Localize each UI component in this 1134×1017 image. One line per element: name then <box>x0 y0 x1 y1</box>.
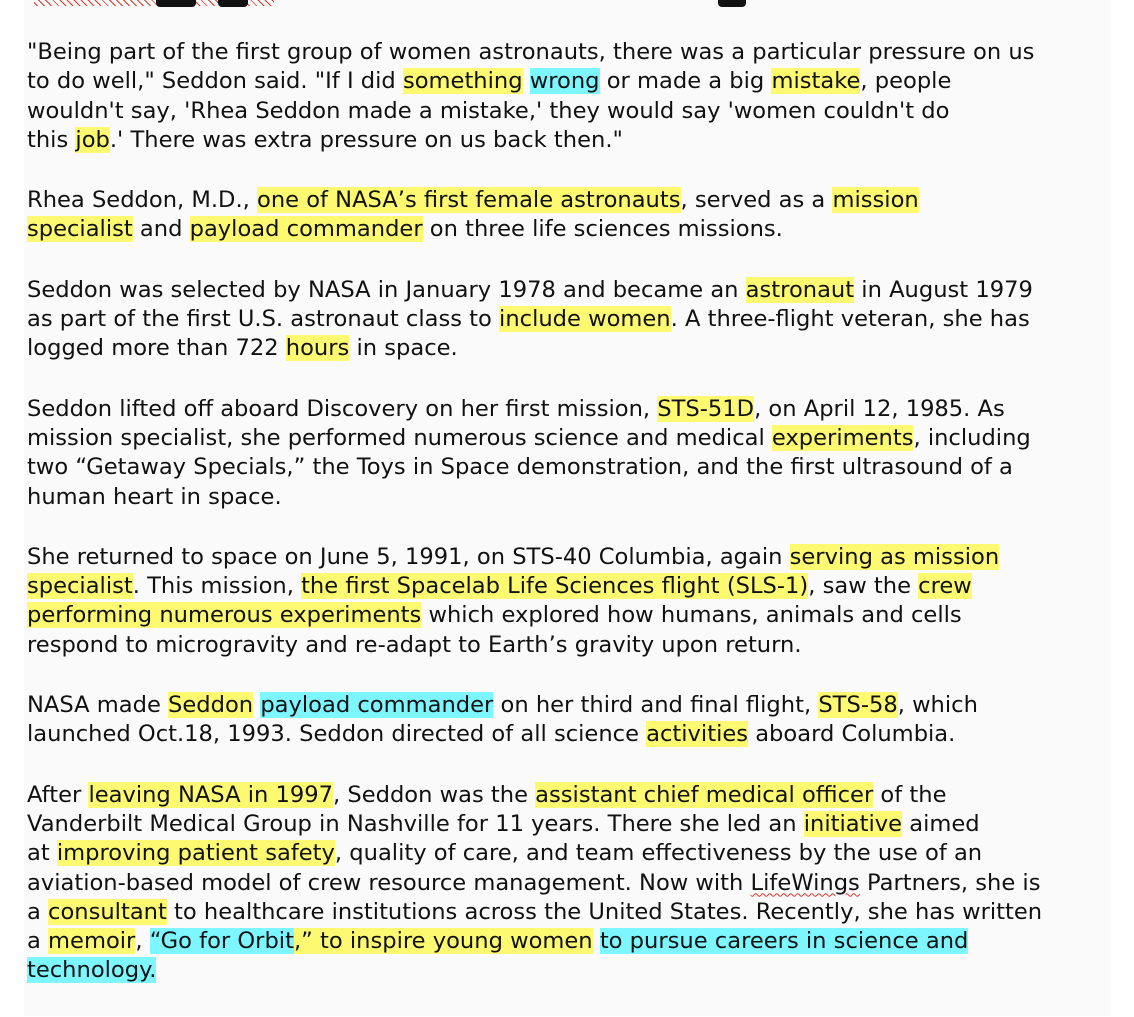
text-line <box>27 305 1107 334</box>
text-run: Seddon was selected by NASA in January 1978 and became an <box>27 276 746 303</box>
text-line <box>27 334 1107 363</box>
text-line <box>27 186 1107 215</box>
text-run: Partners, she is <box>859 869 1041 896</box>
text-line <box>27 781 1107 810</box>
text-run: on her third and final flight, <box>493 692 819 719</box>
text-run <box>593 928 600 954</box>
text-run: , saw the <box>808 573 919 600</box>
text-run: respond to microgravity and re-adapt to Earth’s gravity upon return. <box>27 631 802 658</box>
text-run: as part of the first U.S. astronaut class to <box>27 306 500 333</box>
text-run: this <box>27 126 76 153</box>
text-line <box>27 424 1107 453</box>
text-line <box>27 572 1107 601</box>
highlight-yellow: assistant chief medical officer <box>535 781 874 808</box>
text-run: , <box>135 928 150 955</box>
text-run: She returned to space on June 5, 1991, on STS-40 Columbia, again <box>27 543 790 570</box>
highlight-yellow: hours <box>285 335 350 362</box>
highlight-yellow: performing numerous experiments <box>27 602 422 629</box>
text-run: NASA made <box>27 692 169 719</box>
highlight-yellow: activities <box>646 721 749 748</box>
text-run: to do well," Seddon said. "If I did <box>27 68 403 95</box>
paragraph <box>27 276 1107 364</box>
heading-glyph-fragment <box>718 0 746 7</box>
paragraph <box>27 781 1107 986</box>
text-run: a <box>27 928 49 955</box>
text-run: in August 1979 <box>854 276 1033 303</box>
text-run: Rhea Seddon, M.D., <box>27 187 257 214</box>
text-run: at <box>27 840 57 867</box>
highlight-yellow: improving patient safety <box>56 840 335 867</box>
highlight-yellow: the first Spacelab Life Sciences flight (SLS-1) <box>301 573 809 600</box>
paragraph <box>27 543 1107 660</box>
highlight-yellow: STS-51D <box>657 395 755 422</box>
highlight-yellow: job <box>75 126 110 153</box>
highlight-yellow: experiments <box>771 424 914 451</box>
highlight-cyan: technology. <box>27 957 157 984</box>
text-run: wouldn't say, 'Rhea Seddon made a mistake,' they would say 'women couldn't do <box>27 97 950 124</box>
text-run: which explored how humans, animals and cells <box>421 602 962 629</box>
text-line <box>27 810 1107 839</box>
highlight-yellow: ,” to inspire young women <box>293 928 593 955</box>
highlight-cyan: wrong <box>529 68 600 95</box>
text-run: "Being part of the first group of women astronauts, there was a particular pressure on us <box>27 39 1035 65</box>
text-line <box>27 395 1107 424</box>
spellcheck-word: LifeWings <box>750 869 860 896</box>
text-run: , on April 12, 1985. As <box>754 395 1005 422</box>
heading-glyph-fragment <box>218 0 248 7</box>
text-run: , including <box>913 424 1031 451</box>
text-line <box>27 898 1107 927</box>
text-line <box>27 869 1107 898</box>
text-run: , served as a <box>680 187 833 214</box>
text-line <box>27 483 1107 512</box>
highlight-yellow: leaving NASA in 1997 <box>88 781 333 808</box>
text-run: of the <box>873 781 947 808</box>
document-body[interactable] <box>27 38 1107 1017</box>
text-run: in space. <box>349 335 458 362</box>
text-run: , which <box>897 692 978 719</box>
text-line <box>27 691 1107 720</box>
text-run: Vanderbilt Medical Group in Nashville for 11 years. There she led an <box>27 810 804 837</box>
text-run: .' There was extra pressure on us back then." <box>109 126 623 153</box>
highlight-yellow: serving as mission <box>789 543 1000 570</box>
cut-off-heading <box>28 0 1108 8</box>
highlight-yellow: initiative <box>803 810 903 837</box>
text-run: logged more than 722 <box>27 335 286 362</box>
text-run: to healthcare institutions across the United States. Recently, she has written <box>166 898 1043 925</box>
paragraph <box>27 38 1107 155</box>
text-run: human heart in space. <box>27 483 282 510</box>
paragraph <box>27 691 1107 750</box>
text-run: aimed <box>902 810 980 837</box>
text-run: on three life sciences missions. <box>422 216 783 243</box>
text-run <box>523 68 530 94</box>
highlight-yellow: specialist <box>27 573 133 600</box>
text-run: . This mission, <box>132 573 302 600</box>
text-run: , quality of care, and team effectiveness by the use of an <box>334 840 983 867</box>
text-run: Seddon lifted off aboard Discovery on her first mission, <box>27 395 658 422</box>
text-line <box>27 276 1107 305</box>
paragraph <box>27 395 1107 512</box>
text-line <box>27 543 1107 572</box>
text-line <box>27 631 1107 660</box>
text-line <box>27 97 1107 126</box>
text-line <box>27 38 1107 67</box>
highlight-yellow: astronaut <box>745 276 855 303</box>
highlight-yellow: Seddon <box>168 692 254 719</box>
text-run: , Seddon was the <box>333 781 536 808</box>
text-line <box>27 927 1107 956</box>
highlight-yellow: mission <box>832 187 919 214</box>
text-line <box>27 601 1107 630</box>
text-run: or made a big <box>599 68 772 95</box>
text-line <box>27 215 1107 244</box>
highlight-yellow: one of NASA’s first female astronauts <box>257 187 681 214</box>
text-line <box>27 720 1107 749</box>
highlight-yellow: specialist <box>27 216 133 243</box>
text-run: mission specialist, she performed numerous science and medical <box>27 424 772 451</box>
highlight-cyan: to pursue careers in science and <box>599 928 969 955</box>
highlight-yellow: STS-58 <box>818 692 898 719</box>
heading-glyph-fragment <box>156 0 196 7</box>
highlight-yellow: mistake <box>771 68 861 95</box>
highlight-yellow: something <box>402 68 523 95</box>
text-run: a <box>27 898 49 925</box>
highlight-yellow: include women <box>499 306 671 333</box>
text-line <box>27 956 1107 985</box>
highlight-cyan: “Go for Orbit <box>149 928 294 955</box>
text-run: . A three-flight veteran, she has <box>670 306 1030 333</box>
paragraph <box>27 186 1107 245</box>
text-line <box>27 839 1107 868</box>
highlight-yellow: payload commander <box>189 216 423 243</box>
text-line <box>27 67 1107 96</box>
text-run: launched Oct.18, 1993. Seddon directed of all science <box>27 721 647 748</box>
text-run: , people <box>860 68 952 95</box>
highlight-yellow: consultant <box>48 898 167 925</box>
text-line <box>27 453 1107 482</box>
text-run: and <box>132 216 190 243</box>
highlight-yellow: memoir <box>48 928 136 955</box>
text-run: two “Getaway Specials,” the Toys in Space demonstration, and the first ultrasound of a <box>27 454 1013 481</box>
text-line <box>27 126 1107 155</box>
text-run: aboard Columbia. <box>748 721 956 748</box>
highlight-cyan: payload commander <box>260 692 494 719</box>
text-run: aviation-based model of crew resource management. Now with <box>27 869 751 896</box>
text-run: After <box>27 781 89 808</box>
highlight-yellow: crew <box>918 573 972 600</box>
